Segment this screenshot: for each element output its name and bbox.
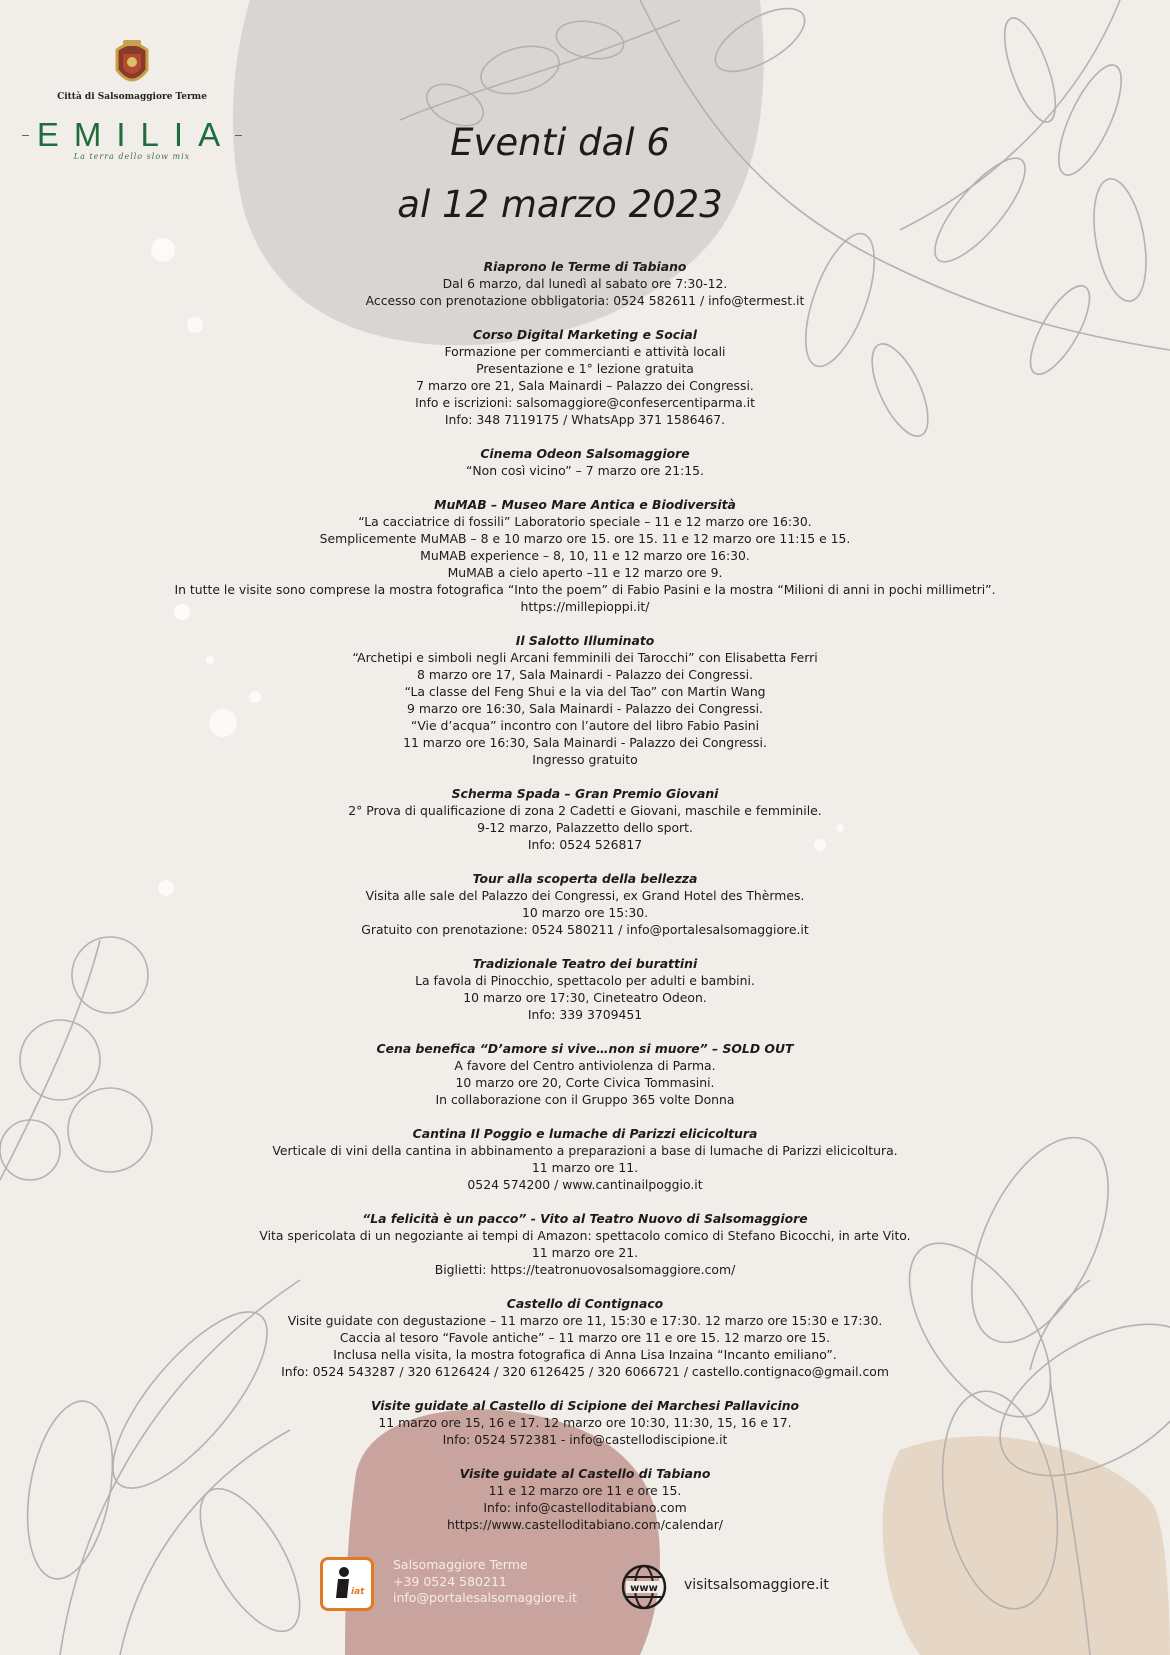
event-detail-line: MuMAB a cielo aperto –11 e 12 marzo ore 9. xyxy=(447,565,723,580)
event-detail-line: Formazione per commercianti e attività locali xyxy=(444,344,726,359)
event-title: Castello di Contignaco xyxy=(506,1296,664,1311)
event-detail-line: La favola di Pinocchio, spettacolo per adulti e bambini. xyxy=(415,973,755,988)
event-detail-line: Info: 0524 572381 - info@castellodiscipione.it xyxy=(442,1432,728,1447)
event-detail-line: 11 marzo ore 11. xyxy=(531,1160,639,1175)
event-detail-line: 9-12 marzo, Palazzetto dello sport. xyxy=(477,820,693,835)
event-title: Cantina Il Poggio e lumache di Parizzi elicicoltura xyxy=(412,1126,758,1141)
event-block xyxy=(0,326,1170,428)
event-detail-line: “Vie d’acqua” incontro con l’autore del libro Fabio Pasini xyxy=(410,718,760,733)
event-title: Visite guidate al Castello di Tabiano xyxy=(459,1466,711,1481)
event-detail-line: Semplicemente MuMAB – 8 e 10 marzo ore 15. ore 15. 11 e 12 marzo ore 11:15 e 15. xyxy=(319,531,851,546)
event-block xyxy=(0,445,1170,479)
page-title xyxy=(0,112,1120,236)
tourist-info-icon xyxy=(320,1557,374,1611)
contact-phone[interactable]: +39 0524 580211 xyxy=(393,1573,507,1589)
event-detail-line: In tutte le visite sono comprese la mostra fotografica “Into the poem” di Fabio Pasini e la mostra “Milioni di anni in pochi millimetri”. xyxy=(174,582,996,597)
event-detail-line: 0524 574200 / www.cantinailpoggio.it xyxy=(467,1177,703,1192)
event-detail-line: Info: 339 3709451 xyxy=(527,1007,643,1022)
globe-label: www xyxy=(630,1583,658,1594)
event-block xyxy=(0,1465,1170,1533)
event-block xyxy=(0,1397,1170,1448)
emilia-brand: EMILIA xyxy=(36,116,236,153)
event-detail-line: 8 marzo ore 17, Sala Mainardi - Palazzo dei Congressi. xyxy=(417,667,753,682)
website-link[interactable]: visitsalsomaggiore.it xyxy=(684,1577,829,1593)
event-detail-line: “Non così vicino” – 7 marzo ore 21:15. xyxy=(465,463,705,478)
event-title: MuMAB – Museo Mare Antica e Biodiversità xyxy=(434,497,736,512)
event-detail-line: 11 marzo ore 16:30, Sala Mainardi - Palazzo dei Congressi. xyxy=(403,735,767,750)
event-detail-line: A favore del Centro antiviolenza di Parma. xyxy=(454,1058,716,1073)
event-block xyxy=(0,258,1170,309)
event-detail-line: “La cacciatrice di fossili” Laboratorio speciale – 11 e 12 marzo ore 16:30. xyxy=(358,514,812,529)
event-detail-line: https://millepioppi.it/ xyxy=(520,599,650,614)
title-line-1: Eventi dal 6 xyxy=(450,121,670,164)
event-title: Corso Digital Marketing e Social xyxy=(473,327,697,342)
event-detail-line: Accesso con prenotazione obbligatoria: 0524 582611 / info@termest.it xyxy=(365,293,805,308)
event-block xyxy=(0,1210,1170,1278)
event-block xyxy=(0,1125,1170,1193)
event-detail-line: Info: 0524 543287 / 320 6126424 / 320 6126425 / 320 6066721 / castello.contignaco@gmail.com xyxy=(281,1364,889,1379)
event-title: Riaprono le Terme di Tabiano xyxy=(483,259,687,274)
event-block xyxy=(0,496,1170,615)
event-detail-line: Info: 348 7119175 / WhatsApp 371 1586467. xyxy=(444,412,726,427)
event-title: Tradizionale Teatro dei burattini xyxy=(472,956,698,971)
event-block xyxy=(0,785,1170,853)
event-block xyxy=(0,870,1170,938)
event-detail-line: 11 marzo ore 15, 16 e 17. 12 marzo ore 10:30, 11:30, 15, 16 e 17. xyxy=(378,1415,792,1430)
event-detail-line: Visita alle sale del Palazzo dei Congressi, ex Grand Hotel des Thèrmes. xyxy=(365,888,805,903)
event-title: Cinema Odeon Salsomaggiore xyxy=(480,446,690,461)
city-crest-icon xyxy=(109,36,155,90)
event-detail-line: “Archetipi e simboli negli Arcani femminili dei Tarocchi” con Elisabetta Ferri xyxy=(352,650,818,665)
event-block xyxy=(0,1295,1170,1380)
info-icon-label: iat xyxy=(351,1587,365,1597)
event-title: Visite guidate al Castello di Scipione dei Marchesi Pallavicino xyxy=(370,1398,800,1413)
event-detail-line: 7 marzo ore 21, Sala Mainardi – Palazzo dei Congressi. xyxy=(416,378,754,393)
event-detail-line: Caccia al tesoro “Favole antiche” – 11 marzo ore 11 e ore 15. 12 marzo ore 15. xyxy=(339,1330,831,1345)
event-detail-line: 10 marzo ore 15:30. xyxy=(521,905,649,920)
event-detail-line: Visite guidate con degustazione – 11 marzo ore 11, 15:30 e 17:30. 12 marzo ore 15:30 e 17:30. xyxy=(287,1313,883,1328)
event-detail-line: Inclusa nella visita, la mostra fotografica di Anna Lisa Inzaina “Incanto emiliano”. xyxy=(333,1347,837,1362)
event-detail-line: In collaborazione con il Gruppo 365 volte Donna xyxy=(435,1092,735,1107)
event-detail-line: Verticale di vini della cantina in abbinamento a preparazioni a base di lumache di Parizzi elicicoltura. xyxy=(272,1143,898,1158)
event-detail-line: Gratuito con prenotazione: 0524 580211 / info@portalesalsomaggiore.it xyxy=(361,922,809,937)
event-block xyxy=(0,632,1170,768)
event-detail-line: Vita spericolata di un negoziante ai tempi di Amazon: spettacolo comico di Stefano Bicocchi, in arte Vito. xyxy=(259,1228,911,1243)
title-line-2: al 12 marzo 2023 xyxy=(397,183,723,226)
event-detail-line: Ingresso gratuito xyxy=(532,752,638,767)
event-title: Cena benefica “D’amore si vive…non si muore” – SOLD OUT xyxy=(376,1041,794,1056)
event-detail-line: Info: 0524 526817 xyxy=(527,837,643,852)
event-detail-line: 2° Prova di qualificazione di zona 2 Cadetti e Giovani, maschile e femminile. xyxy=(348,803,822,818)
event-detail-line: Info: info@castelloditabiano.com xyxy=(483,1500,687,1515)
events-list xyxy=(0,258,1170,1550)
event-detail-line: Dal 6 marzo, dal lunedì al sabato ore 7:30-12. xyxy=(442,276,728,291)
event-title: Tour alla scoperta della bellezza xyxy=(472,871,698,886)
event-detail-line: 9 marzo ore 16:30, Sala Mainardi - Palazzo dei Congressi. xyxy=(407,701,763,716)
emilia-tagline: La terra dello slow mix xyxy=(73,152,191,161)
city-name: Città di Salsomaggiore Terme xyxy=(57,92,207,102)
event-title: Scherma Spada – Gran Premio Giovani xyxy=(451,786,719,801)
contact-block xyxy=(393,1557,577,1607)
event-detail-line: Info e iscrizioni: salsomaggiore@confesercentiparma.it xyxy=(415,395,755,410)
event-detail-line: 10 marzo ore 17:30, Cineteatro Odeon. xyxy=(463,990,707,1005)
event-detail-line: 10 marzo ore 20, Corte Civica Tommasini. xyxy=(455,1075,715,1090)
event-detail-line: https://www.castelloditabiano.com/calendar/ xyxy=(447,1517,723,1532)
event-title: “La felicità è un pacco” - Vito al Teatro Nuovo di Salsomaggiore xyxy=(362,1211,808,1226)
event-detail-line: MuMAB experience – 8, 10, 11 e 12 marzo ore 16:30. xyxy=(420,548,750,563)
event-block xyxy=(0,1040,1170,1108)
event-title: Il Salotto Illuminato xyxy=(515,633,655,648)
globe-icon xyxy=(620,1563,668,1611)
event-detail-line: “La classe del Feng Shui e la via del Tao” con Martin Wang xyxy=(404,684,766,699)
contact-name: Salsomaggiore Terme xyxy=(393,1557,528,1572)
event-detail-line: 11 e 12 marzo ore 11 e ore 15. xyxy=(488,1483,682,1498)
footer xyxy=(0,1555,1170,1625)
contact-email[interactable]: info@portalesalsomaggiore.it xyxy=(393,1590,577,1605)
event-detail-line: 11 marzo ore 21. xyxy=(531,1245,639,1260)
info-i-icon xyxy=(327,1564,367,1604)
event-detail-line: Presentazione e 1° lezione gratuita xyxy=(476,361,694,376)
event-block xyxy=(0,955,1170,1023)
event-detail-line: Biglietti: https://teatronuovosalsomaggiore.com/ xyxy=(434,1262,736,1277)
